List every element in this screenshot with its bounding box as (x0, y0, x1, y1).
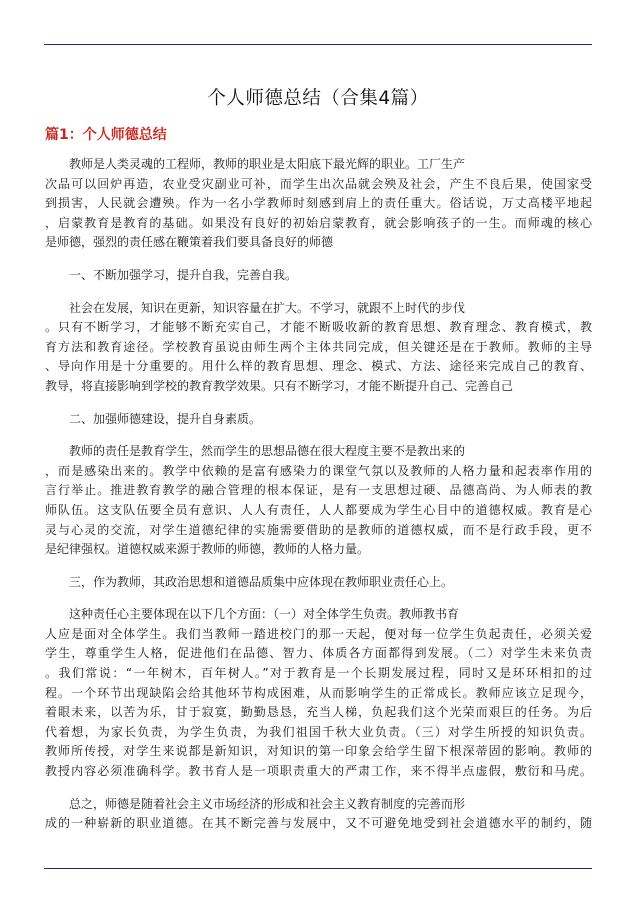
text-line: 一、不断加强学习，提升自我，完善自我。 (69, 267, 298, 282)
text-line: 。只有不断学习，才能够不断充实自己，才能不断吸收新的教育思想、教育理念、教育模式，教 (45, 320, 592, 335)
header-rule (44, 44, 592, 45)
text-line: 学生，尊重学生人格，促进他们在品德、智力、体质各方面都得到发展。（二）对学生未来负责 (45, 646, 592, 661)
text-line: 到损害，人民就会遭殃。作为一名小学教师时刻感到肩上的责任重大。俗话说，万丈高楼平地起 (45, 196, 592, 211)
text-line: 这种责任心主要体现在以下几个方面：（一）对全体学生负责。教师教书育 (69, 607, 460, 622)
text-line: 人应是面对全体学生。我们当教师一踏进校门的那一天起，便对每一位学生负起责任，必须关爱 (45, 626, 592, 641)
text-line: 成的一种崭新的职业道德。在其不断完善与发展中，又不可避免地受到社会道德水平的制约，随 (45, 816, 592, 831)
text-line: ，启蒙教育是教育的基础。如果没有良好的初始启蒙教育，就会影响孩子的一生。而师魂的核心 (45, 215, 592, 230)
body-text (45, 155, 592, 834)
text-line: 是师德，强烈的责任感在鞭策着我们要具备良好的师德 (45, 235, 334, 250)
text-line: 着眼未来，以苦为乐，甘于寂寞，勤勤恳恳，充当人梯，负起我们这个光荣而艰巨的任务。为后 (45, 705, 592, 720)
text-line: 社会在发展，知识在更新，知识容量在扩大。不学习，就跟不上时代的步伐 (69, 300, 466, 315)
text-line: 二、加强师德建设，提升自身素质。 (69, 411, 262, 426)
text-line: 言行举止。推进教育教学的融合管理的根本保证，是有一支思想过硬、品德高尚、为人师表的教 (45, 483, 592, 498)
text-line: 是纪律强权。道德权威来源于教师的师德，教师的人格力量。 (45, 542, 370, 557)
text-line: 教师的责任是教育学生，然而学生的思想品德在很大程度主要不是教出来的 (69, 444, 466, 459)
text-line: 灵与心灵的交流，对学生道德纪律的实施需要借助的是教师的道德权威，而不是行政手段，更不 (45, 522, 592, 537)
text-line: 程。一个环节出现缺陷会给其他环节构成困难，从而影响学生的正常成长。教师应该立足现今， (45, 685, 592, 700)
text-line: 师队伍。这支队伍要全员有意识、人人有责任，人人都要成为学生心目中的道德权威。教育是心 (45, 502, 592, 517)
footer-rule (44, 868, 592, 869)
text-line: 次品可以回炉再造，农业受灾副业可补，而学生出次品就会殃及社会，产生不良后果，使国家受 (45, 176, 592, 191)
text-line: 总之，师德是随着社会主义市场经济的形成和社会主义教育制度的完善而形 (69, 796, 466, 811)
document-title: 个人师德总结（合集4篇） (207, 88, 429, 109)
text-line: 教授内容必须准确科学。教书育人是一项职责重大的严肃工作，来不得半点虚假，敷衍和马虎。 (45, 764, 592, 779)
text-line: 育方法和教育途径。学校教育虽说由师生两个主体共同完成，但关键还是在于教师。教师的主导 (45, 339, 592, 354)
text-line: 三，作为教师，其政治思想和道德品质集中应体现在教师职业责任心上。 (69, 574, 454, 589)
text-line: 、导向作用是十分重要的。用什么样的教育思想、理念、模式、方法、途径来完成自己的教育、 (45, 359, 592, 374)
text-line: 。我们常说：“一年树木，百年树人。”对于教育是一个长期发展过程，同时又是环环相扣的过 (45, 666, 592, 681)
text-line: ，而是感染出来的。教学中依赖的是富有感染力的课堂气氛以及教师的人格力量和起表率作用的 (45, 463, 592, 478)
text-line: 教师是人类灵魂的工程师，教师的职业是太阳底下最光辉的职业。工厂生产 (69, 157, 466, 171)
section-heading: 篇1：个人师德总结 (45, 127, 167, 143)
text-line: 代着想，为家长负责，为学生负责，为我们祖国千秋大业负责。（三）对学生所授的知识负责。 (45, 724, 592, 739)
text-line: 教导，将直接影响到学校的教育教学效果。只有不断学习，才能不断提升自己、完善自己 (45, 378, 514, 393)
text-line: 教师所传授，对学生来说都是新知识，对知识的第一印象会给学生留下根深蒂固的影响。教师的 (45, 744, 592, 759)
